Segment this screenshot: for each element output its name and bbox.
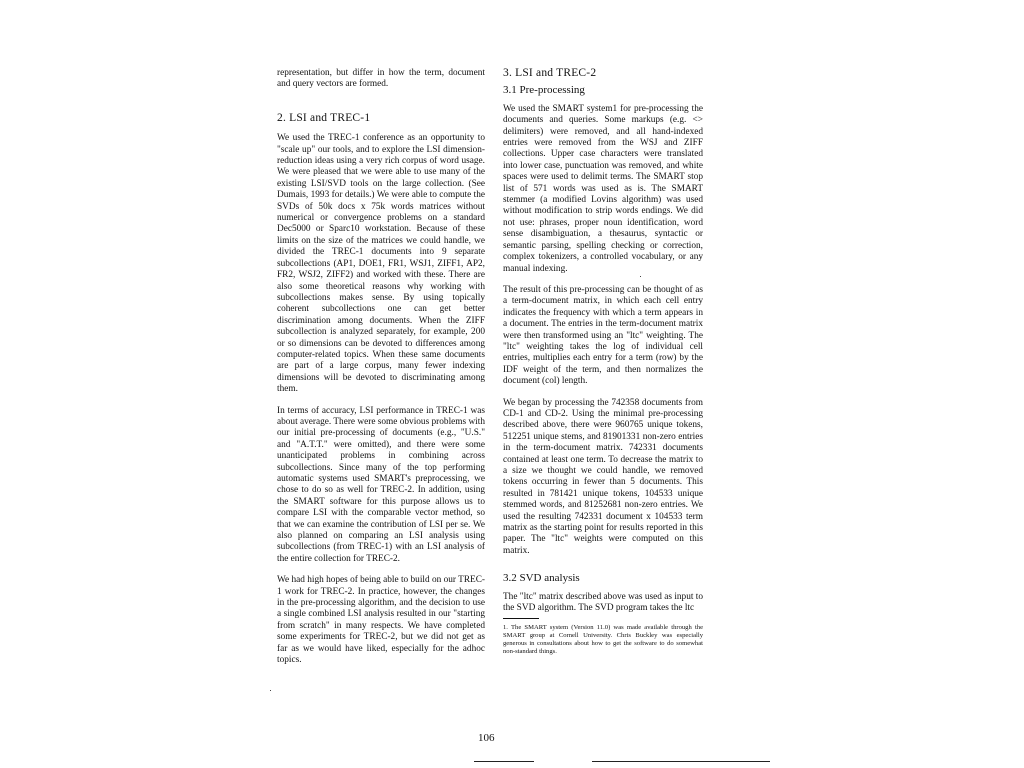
body-paragraph: In terms of accuracy, LSI performance in TREC-1 was about average. There were some obvious problems with our initial pre-processing of documents (e.g., "U.S." and "A.T.T." were omitted), and there were some unanticipated problems in combining across subcollections. Since many of the top performing automatic systems used SMART's preprocessing, we chose to do so as well for TREC-2. In addition, using the SMART software for this purpose allows us to compare LSI with the comparable vector method, so that we can examine the contribution of LSI per se. We also planned on comparing an LSI analysis using subcollections (from TREC-1) with an LSI analysis of the entire collection for TREC-2.: [277, 405, 485, 564]
subsection-heading-svd: 3.2 SVD analysis: [503, 572, 580, 585]
section-heading-lsi-trec2: 3. LSI and TREC-2: [503, 67, 597, 79]
bottom-rule: [592, 761, 770, 762]
subsection-heading-preprocessing: 3.1 Pre-processing: [503, 84, 585, 97]
footnote: 1. The SMART system (Version 11.0) was made available through the SMART group at Cornell University. Chris Buckley was especially generous in consultations about how to get the software to do somewhat non-standard things.: [503, 624, 703, 656]
left-column: [277, 68, 485, 677]
bottom-rule: [474, 761, 534, 762]
right-column: [503, 68, 703, 656]
body-paragraph: We had high hopes of being able to build on our TREC-1 work for TREC-2. In practice, however, the changes in the pre-processing algorithm, and the decision to use a single combined LSI analysis resulted in our "starting from scratch" in many respects. We have completed some experiments for TREC-2, but we did not get as far as we would have liked, especially for the adhoc topics.: [277, 575, 485, 666]
footnote-divider: [503, 618, 539, 619]
scan-speck: [270, 690, 271, 691]
body-paragraph: The "ltc" matrix described above was used as input to the SVD algorithm. The SVD program takes the ltc: [503, 591, 703, 614]
body-paragraph: The result of this pre-processing can be thought of as a term-document matrix, in which each cell entry indicates the frequency with which a term appears in a document. The entries in the term-document matrix were then transformed using an "ltc" weighting. The "ltc" weighting takes the log of individual cell entries, multiplies each entry for a term (row) by the IDF weight of the term, and then normalizes the document (col) length.: [503, 284, 703, 387]
scan-speck: [640, 276, 641, 277]
body-paragraph: We began by processing the 742358 documents from CD-1 and CD-2. Using the minimal pre-processing described above, there were 960765 unique tokens, 512251 unique stems, and 81901331 non-zero entries in the term-document matrix. 742331 documents contained at least one term. To decrease the matrix to a size we thought we could handle, we removed tokens occurring in fewer than 5 documents. This resulted in 781421 unique tokens, 104533 unique stemmed words, and 81252681 non-zero entries. We used the resulting 742331 document x 104533 term matrix as the starting point for results reported in this paper. The "ltc" weights were computed on this matrix.: [503, 397, 703, 556]
page-number: 106: [478, 732, 495, 744]
body-paragraph: We used the TREC-1 conference as an opportunity to "scale up" our tools, and to explore the LSI dimension-reduction ideas using a very rich corpus of word usage. We were pleased that we were able to use many of the existing LSI/SVD tools on the large collection. (See Dumais, 1993 for details.) We were able to compute the SVDs of 50k docs x 75k words matrices without numerical or convergence problems on a standard Dec5000 or Sparc10 workstation. Because of these limits on the size of the matrices we could handle, we divided the TREC-1 documents into 9 separate subcollections (AP1, DOE1, FR1, WSJ1, ZIFF1, AP2, FR2, WSJ2, ZIFF2) and worked with these. There are also some theoretical reasons why working with subcollections makes sense. By using topically coherent subcollections one can get better discrimination among documents. When the ZIFF subcollection is analyzed separately, for example, 200 or so dimensions can be devoted to differences among computer-related topics. When these same documents are part of a large corpus, many fewer indexing dimensions will be devoted to discriminating among them.: [277, 133, 485, 395]
section-heading-lsi-trec1: 2. LSI and TREC-1: [277, 111, 371, 124]
continued-paragraph: representation, but differ in how the term, document and query vectors are formed.: [277, 68, 485, 90]
body-paragraph: We used the SMART system1 for pre-processing the documents and queries. Some markups (e.g. <> delimiters) were removed, and all hand-indexed entries were removed from the WSJ and ZIFF collections. Upper case characters were translated into lower case, punctuation was removed, and white spaces were used to delimit terms. The SMART stop list of 571 words was used as is. The SMART stemmer (a modified Lovins algorithm) was used without modification to strip words endings. We did not use: phrases, proper noun identification, word sense disambiguation, a thesaurus, syntactic or semantic parsing, spelling checking or correction, complex tokenizers, a controlled vocabulary, or any manual indexing.: [503, 103, 703, 274]
